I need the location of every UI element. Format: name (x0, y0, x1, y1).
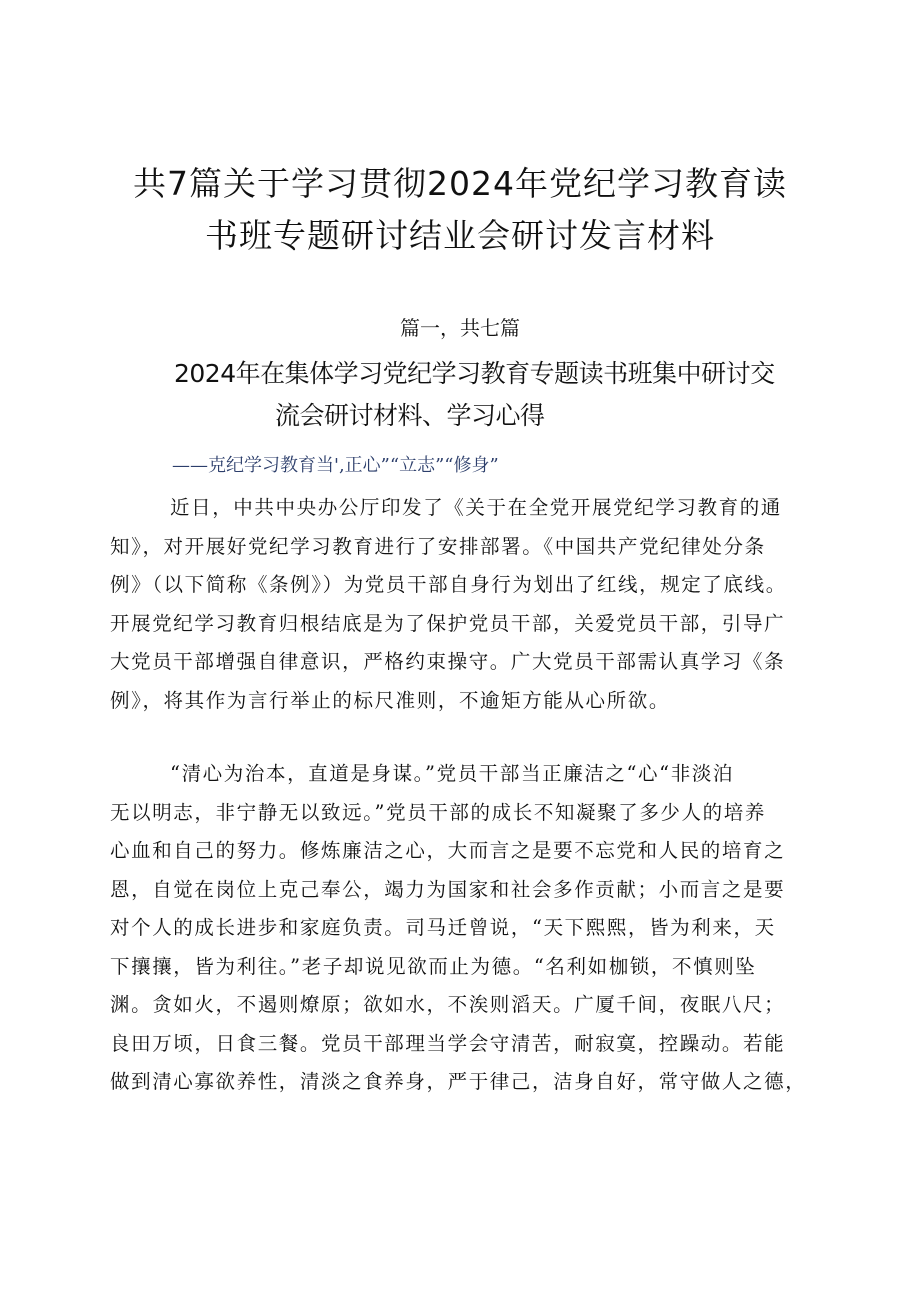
paragraph-line: 渊。贪如火，不遏则燎原；欲如水，不涘则滔天。广厦千间，夜眠八尺； (110, 993, 786, 1016)
paragraph-line: 开展党纪学习教育归根结底是为了保护党员干部，关爱党员干部，引导广 (110, 611, 786, 635)
paragraph-line: 良田万顷，日食三餐。党员干部理当学会守清苦，耐寂寞，控躁动。若能 (110, 1031, 786, 1055)
paragraph-line: 恩，自觉在岗位上克己奉公，竭力为国家和社会多作贡献；小而言之是要 (110, 877, 786, 901)
paragraph-1 (110, 489, 812, 720)
paragraph-line: 近日，中共中央办公厅印发了《关于在全党开展党纪学习教育的通 (170, 496, 782, 519)
paragraph-line: 心血和自己的努力。修炼廉洁之心，大而言之是要不忘党和人民的培育之 (110, 839, 786, 862)
paragraph-line: “清心为治本，直道是身谋。”党员干部当正廉洁之“心“非淡泊 (170, 762, 735, 785)
paragraph-2 (110, 755, 812, 1102)
section-label: 篇一，共七篇 (400, 316, 520, 340)
paragraph-line: 对个人的成长进步和家庭负责。司马迁曾说，“天下熙熙，皆为利来，天 (110, 916, 776, 939)
paragraph-line: 无以明志，非宁静无以致远。”党员干部的成长不知凝聚了多少人的培养 (110, 800, 766, 824)
document-title-line: 共7篇关于学习贯彻2024年党纪学习教育读 (133, 164, 787, 203)
article-subtitle: ——克纪学习教育当',正心”“立志”“修身” (172, 455, 499, 476)
paragraph-line: 大党员干部增强自律意识，严格约束操守。广大党员干部需认真学习《条 (110, 650, 786, 673)
paragraph-line: 下攘攘，皆为利往。”老子却说见欲而止为德。“名利如枷锁，不慎则坠 (110, 954, 757, 978)
paragraph-line: 例》，将其作为言行举止的标尺准则，不逾矩方能从心所欲。 (110, 688, 670, 712)
paragraph-line: 例》（以下简称《条例》）为党员干部自身行为划出了红线，规定了底线。 (110, 573, 787, 596)
article-title-line: 流会研讨材料、学习心得 (275, 401, 545, 430)
article-title-line: 2024年在集体学习党纪学习教育专题读书班集中研讨交 (174, 359, 775, 388)
paragraph-line: 知》，对开展好党纪学习教育进行了安排部署。《中国共产党纪律处分条 (110, 534, 766, 558)
article-title (120, 353, 820, 437)
document-title (100, 158, 820, 262)
paragraph-line: 做到清心寡欲养性，清淡之食养身，严于律己，洁身自好，常守做人之德， (110, 1070, 807, 1093)
document-title-line: 书班专题研讨结业会研讨发言材料 (205, 216, 715, 255)
